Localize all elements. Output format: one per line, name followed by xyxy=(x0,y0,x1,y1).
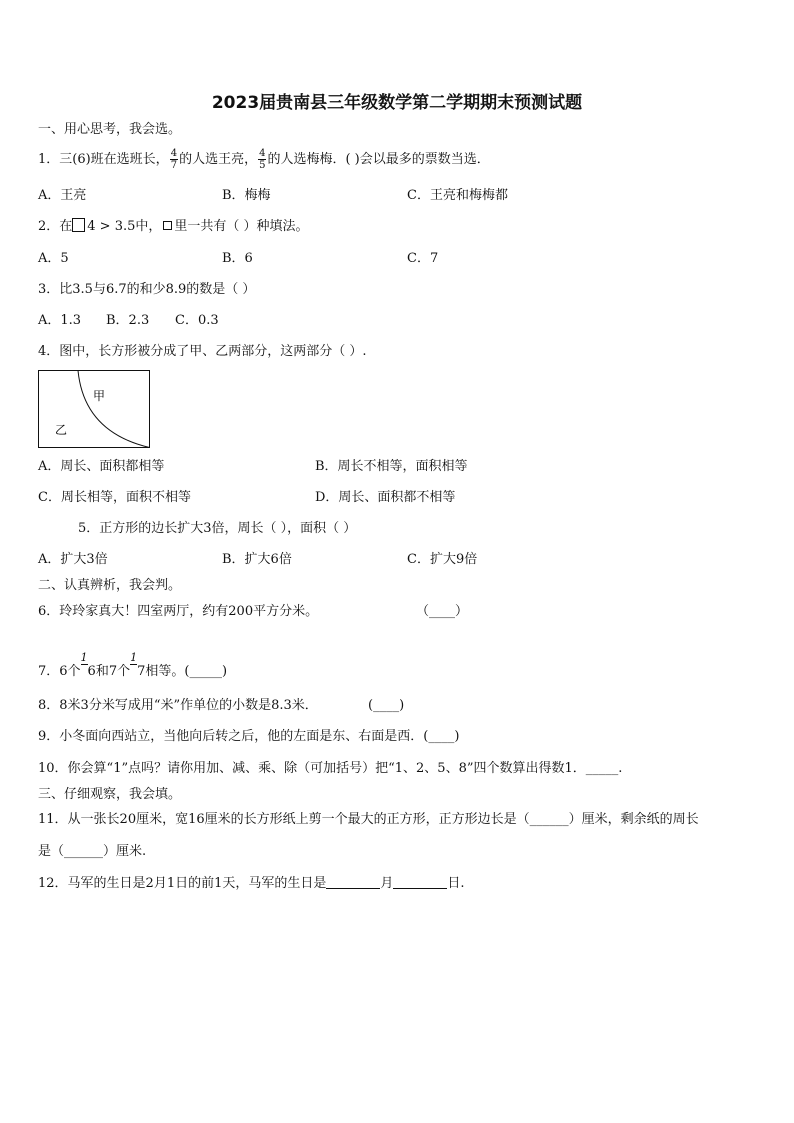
blank-box-icon xyxy=(72,218,85,232)
q1-option-c[interactable]: C．王亮和梅梅都 xyxy=(407,188,508,203)
fraction-4-5: $\frac{4}{5}$ xyxy=(259,148,266,171)
month-blank[interactable] xyxy=(326,888,380,889)
q2-option-c[interactable]: C．7 xyxy=(407,251,439,266)
q4-option-b[interactable]: B．周长不相等，面积相等 xyxy=(315,459,468,474)
question-8: 8．8米3分米写成用“米”作单位的小数是8.3米． xyxy=(38,698,318,713)
question-7: 7．6个 1 6和7个 1 7相等。(_____) xyxy=(38,651,228,679)
section-3-heading: 三、仔细观察，我会填。 xyxy=(38,787,182,802)
fraction-1-7: 1 xyxy=(130,651,138,664)
question-2: 2．在 4 > 3.5中， 里一共有（ ）种填法。 xyxy=(38,219,309,234)
question-1: 1．三(6)班在选班长， $\frac{4}{7}$ 的人选王亮， $\frac{4}{5}$ 的人选梅梅．( )会以最多的票数当选． xyxy=(38,148,490,171)
q4-option-a[interactable]: A．周长、面积都相等 xyxy=(38,459,165,474)
q5-option-b[interactable]: B．扩大6倍 xyxy=(222,552,292,567)
q3-option-a[interactable]: A．1.3 xyxy=(38,313,82,328)
question-5: 5．正方形的边长扩大3倍，周长（ ），面积（ ） xyxy=(78,521,357,536)
q2-option-b[interactable]: B．6 xyxy=(222,251,253,266)
label-jia: 甲 xyxy=(93,389,106,403)
q4-option-c[interactable]: C．周长相等，面积不相等 xyxy=(38,490,191,505)
q5-option-c[interactable]: C．扩大9倍 xyxy=(407,552,478,567)
question-11-line-1: 11．从一张长20厘米，宽16厘米的长方形纸上剪一个最大的正方形，正方形边长是（______）厘米，剩余纸的周长 xyxy=(38,812,699,827)
q5-option-a[interactable]: A．扩大3倍 xyxy=(38,552,108,567)
day-blank[interactable] xyxy=(393,888,447,889)
dividing-curve xyxy=(78,371,150,448)
q4-option-d[interactable]: D．周长、面积都不相等 xyxy=(315,490,456,505)
q3-option-c[interactable]: C．0.3 xyxy=(175,313,219,328)
fraction-1-6: 1 xyxy=(80,651,88,664)
q1-option-a[interactable]: A．王亮 xyxy=(38,188,87,203)
q1-option-b[interactable]: B．梅梅 xyxy=(222,188,271,203)
rectangle-figure xyxy=(38,370,152,450)
fraction-4-7: $\frac{4}{7}$ xyxy=(170,148,178,171)
question-10: 10．你会算“1”点吗？请你用加、减、乘、除（可加括号）把“1、2、5、8”四个数算出得数1．_____. xyxy=(38,761,623,776)
question-11-line-2: 是（______）厘米. xyxy=(38,844,147,859)
question-9: 9．小冬面向西站立，当他向后转之后，他的左面是东、右面是西．(____) xyxy=(38,729,460,744)
q2-option-a[interactable]: A．5 xyxy=(38,251,69,266)
question-12: 12．马军的生日是2月1日的前1天，马军的生日是 月 日. xyxy=(38,876,465,891)
q6-answer-mark[interactable]: （____） xyxy=(416,604,469,619)
small-box-icon xyxy=(163,221,172,230)
label-yi: 乙 xyxy=(55,423,68,437)
question-4: 4．图中，长方形被分成了甲、乙两部分，这两部分（ ）. xyxy=(38,344,367,359)
q3-option-b[interactable]: B．2.3 xyxy=(106,313,150,328)
question-6: 6．玲玲家真大！四室两厅，约有200平方分米。 xyxy=(38,604,319,619)
question-3: 3．比3.5与6.7的和少8.9的数是（ ） xyxy=(38,282,256,297)
section-1-heading: 一、用心思考，我会选。 xyxy=(38,122,182,137)
section-2-heading: 二、认真辨析，我会判。 xyxy=(38,578,182,593)
page-title: 2023届贵南县三年级数学第二学期期末预测试题 xyxy=(211,93,583,113)
q8-answer-mark[interactable]: (____) xyxy=(368,698,405,713)
